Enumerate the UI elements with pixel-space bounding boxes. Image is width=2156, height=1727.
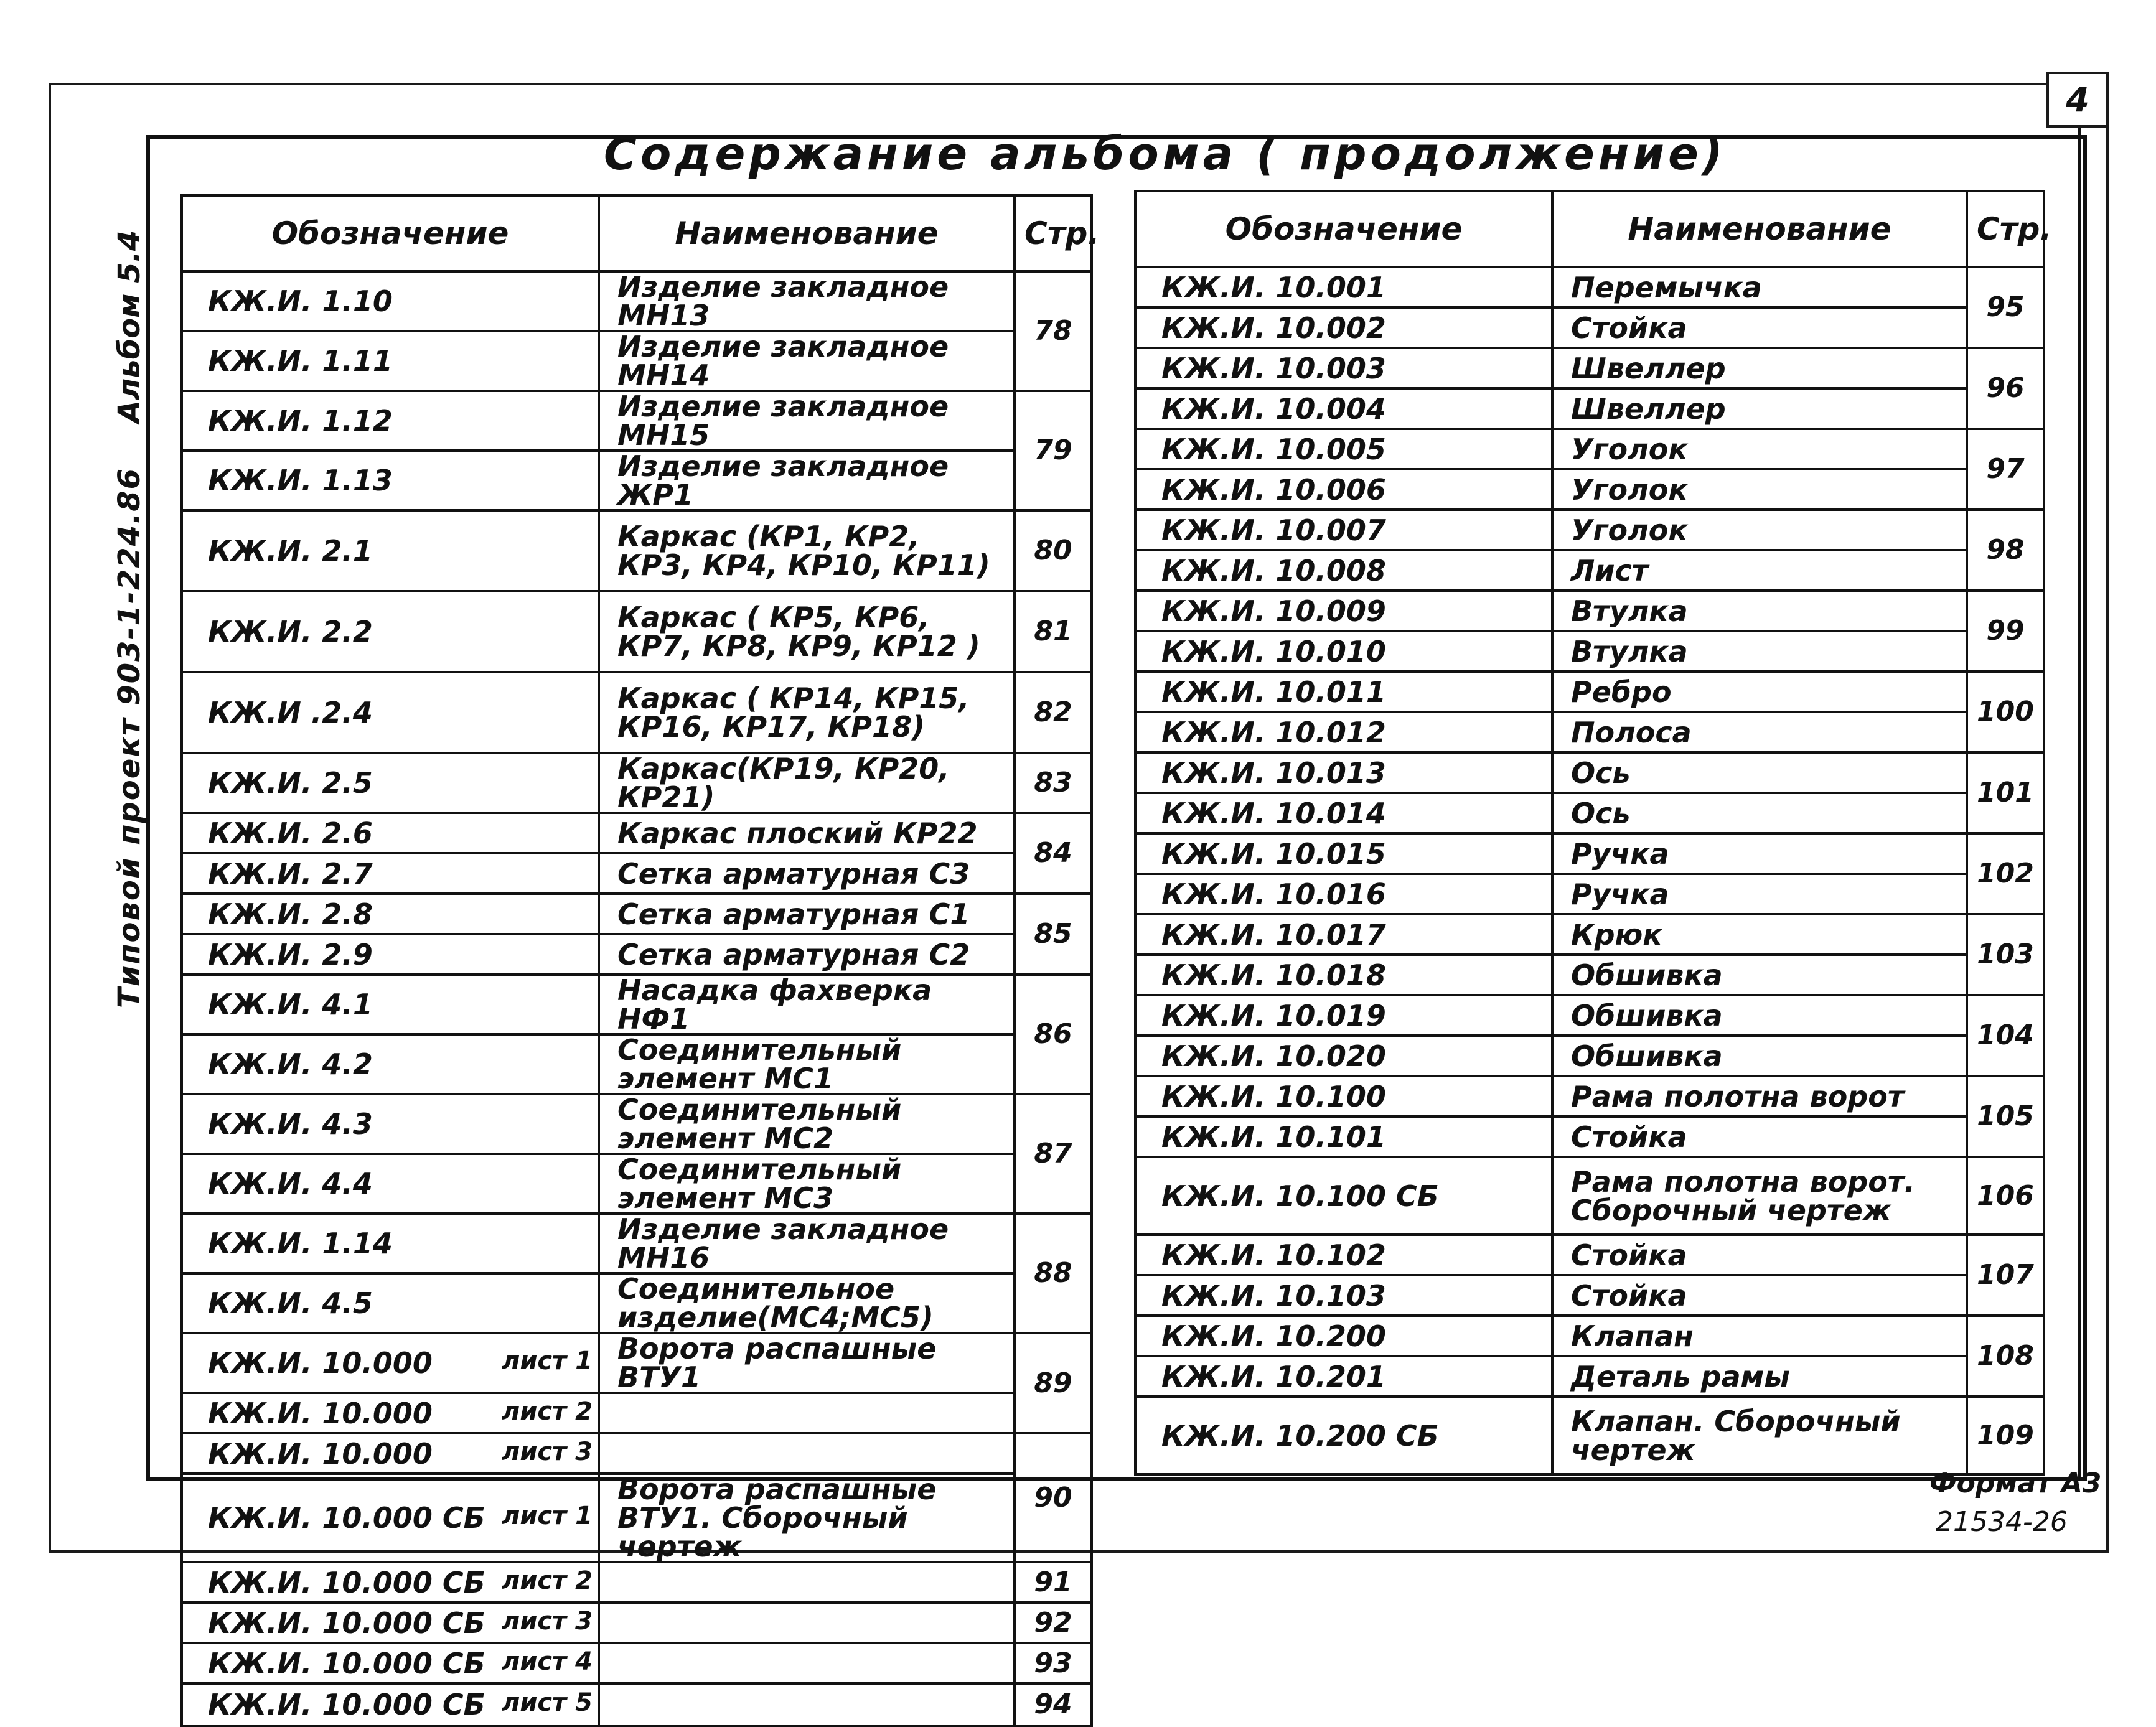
cell-designation (182, 672, 599, 753)
designation-text: КЖ.И. 2.1 (208, 534, 373, 568)
cell-name: Втулка (1552, 591, 1967, 631)
sheet-number: лист 3 (502, 1437, 593, 1466)
designation-text: КЖ.И. 2.7 (208, 856, 373, 891)
cell-designation (1135, 712, 1552, 752)
table-row (1135, 1076, 2044, 1116)
table-row (182, 1094, 1092, 1154)
column-header-code: Обозначение (1135, 191, 1552, 267)
cell-designation (1135, 874, 1552, 914)
cell-page: 96 (1967, 348, 2044, 429)
cell-name: Соединительное изделие(МС4;МС5) (599, 1273, 1015, 1333)
cell-name: Швеллер (1552, 388, 1967, 429)
cell-name: Стойка (1552, 1275, 1967, 1316)
table-row (182, 853, 1092, 894)
table-row (1135, 591, 2044, 631)
column-header-name: Наименование (1552, 191, 1967, 267)
archive-number: 21534-26 (1936, 1506, 2068, 1538)
cell-name: Стойка (1552, 307, 1967, 348)
cell-name (599, 1393, 1015, 1433)
cell-page: 109 (1967, 1397, 2044, 1474)
table-row (182, 672, 1092, 753)
cell-page: 92 (1015, 1603, 1092, 1643)
table-row (182, 1474, 1092, 1562)
table-row (1135, 267, 2044, 307)
contents-table-right (1134, 190, 2052, 1476)
table-row (1135, 1157, 2044, 1235)
cell-designation (1135, 1116, 1552, 1157)
table-row (1135, 874, 2044, 914)
cell-page: 98 (1967, 510, 2044, 591)
designation-text: КЖ.И. 10.011 (1161, 675, 1386, 709)
cell-page: 78 (1015, 271, 1092, 391)
designation-text: КЖ.И. 10.017 (1161, 917, 1386, 952)
cell-designation (1135, 348, 1552, 388)
cell-name (599, 1433, 1015, 1474)
table-row (1135, 469, 2044, 510)
cell-designation (182, 813, 599, 853)
table-row (182, 451, 1092, 510)
cell-name: Изделие закладное МН16 (599, 1214, 1015, 1273)
column-header-page: Стр. (1967, 191, 2044, 267)
table-row (182, 1154, 1092, 1214)
table-row (182, 813, 1092, 853)
table-row (182, 975, 1092, 1034)
designation-text: КЖ.И. 10.003 (1161, 351, 1386, 385)
cell-designation (182, 1273, 599, 1333)
cell-page: 83 (1015, 753, 1092, 813)
cell-designation (182, 1333, 599, 1393)
cell-page: 80 (1015, 510, 1092, 591)
cell-name: Каркас (КР1, КР2, КР3, КР4, КР10, КР11) (599, 510, 1015, 591)
cell-designation (1135, 672, 1552, 712)
cell-name: Втулка (1552, 631, 1967, 672)
cell-page: 84 (1015, 813, 1092, 894)
cell-name (599, 1643, 1015, 1683)
cell-name: Ручка (1552, 833, 1967, 874)
cell-name: Обшивка (1552, 995, 1967, 1036)
table-row (182, 1433, 1092, 1474)
designation-text: КЖ.И. 10.101 (1161, 1120, 1386, 1154)
cell-designation (1135, 1275, 1552, 1316)
cell-name: Обшивка (1552, 955, 1967, 995)
cell-designation (1135, 955, 1552, 995)
cell-designation (182, 1433, 599, 1474)
cell-page: 101 (1967, 752, 2044, 833)
cell-name: Ворота распашные ВТУ1 (599, 1333, 1015, 1393)
cell-name: Рама полотна ворот (1552, 1076, 1967, 1116)
cell-name (599, 1603, 1015, 1643)
cell-designation (1135, 752, 1552, 793)
sheet-number: лист 1 (502, 1347, 593, 1375)
table-row (182, 1562, 1092, 1603)
cell-page: 91 (1015, 1562, 1092, 1603)
designation-text: КЖ.И. 10.015 (1161, 836, 1386, 871)
cell-page: 81 (1015, 591, 1092, 672)
cell-name: Перемычка (1552, 267, 1967, 307)
sheet-number: лист 5 (502, 1688, 593, 1717)
cell-name: Ось (1552, 752, 1967, 793)
designation-text: КЖ.И. 4.2 (208, 1047, 373, 1081)
designation-text: КЖ.И. 10.102 (1161, 1238, 1386, 1272)
designation-text: КЖ.И. 4.4 (208, 1167, 373, 1200)
cell-designation (1135, 429, 1552, 469)
designation-text: КЖ.И. 10.000 СБ (208, 1688, 485, 1721)
table-row (182, 331, 1092, 391)
cell-name: Стойка (1552, 1116, 1967, 1157)
designation-text: КЖ.И. 10.200 (1161, 1319, 1386, 1353)
cell-page: 87 (1015, 1094, 1092, 1214)
cell-designation (182, 1683, 599, 1726)
designation-text: КЖ.И. 10.000 СБ (208, 1646, 485, 1680)
cell-designation (1135, 1076, 1552, 1116)
cell-name: Изделие закладное МН15 (599, 391, 1015, 451)
page-title: Содержание альбома ( продолжение) (604, 128, 1727, 180)
cell-page: 106 (1967, 1157, 2044, 1235)
table-row (1135, 793, 2044, 833)
cell-name: Сетка арматурная С3 (599, 853, 1015, 894)
cell-designation (182, 451, 599, 510)
cell-page: 82 (1015, 672, 1092, 753)
cell-designation (182, 1603, 599, 1643)
table-row (182, 1273, 1092, 1333)
designation-text: КЖ.И. 10.012 (1161, 715, 1386, 749)
designation-text: КЖ.И. 10.016 (1161, 877, 1386, 911)
table-row (1135, 833, 2044, 874)
cell-designation (1135, 793, 1552, 833)
cell-name: Уголок (1552, 510, 1967, 550)
table-body-left (182, 271, 1092, 1726)
cell-name: Каркас ( КР5, КР6, КР7, КР8, КР9, КР12 ) (599, 591, 1015, 672)
designation-text: КЖ.И. 2.2 (208, 615, 373, 648)
column-header-code: Обозначение (182, 195, 599, 271)
cell-designation (1135, 1316, 1552, 1356)
cell-name (599, 1683, 1015, 1726)
cell-page: 86 (1015, 975, 1092, 1094)
cell-designation (1135, 510, 1552, 550)
cell-name: Соединительный элемент МС3 (599, 1154, 1015, 1214)
table-row (1135, 955, 2044, 995)
cell-designation (1135, 1235, 1552, 1275)
contents-table-left (180, 194, 1100, 1727)
cell-designation (182, 510, 599, 591)
designation-text: КЖ.И. 2.6 (208, 816, 373, 850)
table-row (1135, 995, 2044, 1036)
designation-text: КЖ.И. 2.5 (208, 766, 373, 800)
cell-designation (182, 1393, 599, 1433)
designation-text: КЖ.И. 10.200 СБ (1161, 1418, 1439, 1453)
designation-text: КЖ.И. 10.013 (1161, 756, 1386, 790)
table-row (182, 591, 1092, 672)
cell-designation (182, 391, 599, 451)
cell-designation (182, 1034, 599, 1094)
designation-text: КЖ.И. 10.000 СБ (208, 1565, 485, 1599)
table-row (182, 391, 1092, 451)
table-row (182, 894, 1092, 934)
cell-designation (182, 1094, 599, 1154)
designation-text: КЖ.И. 1.10 (208, 284, 393, 318)
cell-designation (1135, 591, 1552, 631)
table-row (1135, 307, 2044, 348)
designation-text: КЖ.И. 10.019 (1161, 998, 1386, 1032)
cell-name: Швеллер (1552, 348, 1967, 388)
cell-designation (182, 753, 599, 813)
designation-text: КЖ.И. 10.103 (1161, 1278, 1386, 1313)
cell-page: 100 (1967, 672, 2044, 752)
designation-text: КЖ.И. 10.004 (1161, 391, 1386, 426)
table-row (1135, 550, 2044, 591)
designation-text: КЖ.И. 1.14 (208, 1227, 393, 1260)
designation-text: КЖ.И. 10.006 (1161, 472, 1386, 507)
cell-designation (182, 894, 599, 934)
table-row (182, 934, 1092, 975)
cell-designation (1135, 388, 1552, 429)
cell-page: 95 (1967, 267, 2044, 348)
cell-designation (1135, 1356, 1552, 1397)
designation-text: КЖ.И. 10.000 (208, 1396, 433, 1430)
designation-text: КЖ.И. 1.13 (208, 464, 393, 497)
cell-designation (1135, 267, 1552, 307)
table-row (1135, 712, 2044, 752)
cell-designation (182, 1643, 599, 1683)
table-row (1135, 1316, 2044, 1356)
sheet-number: лист 2 (502, 1397, 593, 1426)
table-body-right (1135, 267, 2044, 1474)
cell-page: 107 (1967, 1235, 2044, 1316)
cell-name: Соединительный элемент МС1 (599, 1034, 1015, 1094)
cell-designation (182, 934, 599, 975)
project-label: Типовой проект 903-1-224.86 (112, 467, 147, 1008)
table-row (182, 753, 1092, 813)
cell-designation (1135, 550, 1552, 591)
cell-page: 99 (1967, 591, 2044, 672)
cell-name: Деталь рамы (1552, 1356, 1967, 1397)
cell-page: 93 (1015, 1643, 1092, 1683)
table-header-row (1135, 191, 2044, 267)
table-row (182, 510, 1092, 591)
cell-name: Ворота распашные ВТУ1. Сборочный чертеж (599, 1474, 1015, 1562)
table-row (182, 271, 1092, 331)
cell-designation (1135, 307, 1552, 348)
cell-designation (1135, 1157, 1552, 1235)
cell-name: Каркас(КР19, КР20, КР21) (599, 753, 1015, 813)
table-row (1135, 1397, 2044, 1474)
table-row (182, 1034, 1092, 1094)
format-label: Формат А3 (1929, 1467, 2102, 1499)
cell-name: Стойка (1552, 1235, 1967, 1275)
cell-page: 88 (1015, 1214, 1092, 1333)
table-row (1135, 1036, 2044, 1076)
cell-designation (1135, 995, 1552, 1036)
page-number: 4 (2046, 72, 2109, 128)
cell-designation (182, 853, 599, 894)
cell-designation (182, 975, 599, 1034)
cell-designation (182, 1474, 599, 1562)
table-row (182, 1603, 1092, 1643)
cell-designation (1135, 631, 1552, 672)
cell-page: 85 (1015, 894, 1092, 975)
cell-page: 105 (1967, 1076, 2044, 1157)
cell-name: Насадка фахверка НФ1 (599, 975, 1015, 1034)
designation-text: КЖ.И. 10.008 (1161, 553, 1386, 587)
cell-name: Ручка (1552, 874, 1967, 914)
cell-name: Уголок (1552, 429, 1967, 469)
designation-text: КЖ.И. 10.201 (1161, 1359, 1386, 1393)
cell-designation (1135, 833, 1552, 874)
designation-text: КЖ.И. 2.9 (208, 937, 373, 971)
cell-page: 90 (1015, 1433, 1092, 1562)
column-header-name: Наименование (599, 195, 1015, 271)
cell-name: Сетка арматурная С1 (599, 894, 1015, 934)
table-row (1135, 1275, 2044, 1316)
cell-name: Рама полотна ворот. Сборочный чертеж (1552, 1157, 1967, 1235)
cell-name: Обшивка (1552, 1036, 1967, 1076)
table-row (182, 1333, 1092, 1393)
cell-name: Каркас плоский КР22 (599, 813, 1015, 853)
designation-text: КЖ.И. 10.000 (208, 1346, 433, 1380)
cell-designation (182, 1154, 599, 1214)
designation-text: КЖ.И. 4.1 (208, 988, 373, 1021)
table-row (1135, 348, 2044, 388)
table-row (1135, 429, 2044, 469)
table-row (182, 1683, 1092, 1726)
sheet-number: лист 1 (502, 1502, 593, 1530)
sheet-number: лист 3 (502, 1606, 593, 1636)
designation-text: КЖ.И. 2.8 (208, 897, 373, 931)
cell-name: Сетка арматурная С2 (599, 934, 1015, 975)
cell-name: Ребро (1552, 672, 1967, 712)
table-row (1135, 914, 2044, 955)
cell-designation (1135, 1036, 1552, 1076)
designation-text: КЖ.И. 10.000 СБ (208, 1501, 485, 1535)
designation-text: КЖ.И. 10.002 (1161, 311, 1386, 345)
frame-right-rule (2078, 128, 2081, 1478)
cell-page: 102 (1967, 833, 2044, 914)
cell-designation (182, 271, 599, 331)
cell-name: Лист (1552, 550, 1967, 591)
cell-name (599, 1562, 1015, 1603)
designation-text: КЖ.И. 10.100 СБ (1161, 1179, 1439, 1213)
sheet-number: лист 4 (502, 1647, 593, 1676)
designation-text: КЖ.И. 10.014 (1161, 796, 1386, 830)
designation-text: КЖ.И. 10.001 (1161, 270, 1386, 304)
designation-text: КЖ.И. 10.007 (1161, 513, 1386, 547)
cell-name: Соединительный элемент МС2 (599, 1094, 1015, 1154)
designation-text: КЖ.И. 10.000 СБ (208, 1606, 485, 1640)
cell-designation (182, 1214, 599, 1273)
cell-name: Клапан. Сборочный чертеж (1552, 1397, 1967, 1474)
cell-designation (1135, 914, 1552, 955)
designation-text: КЖ.И. 4.3 (208, 1107, 373, 1141)
table-row (1135, 631, 2044, 672)
cell-page: 89 (1015, 1333, 1092, 1433)
cell-name: Ось (1552, 793, 1967, 833)
cell-name: Клапан (1552, 1316, 1967, 1356)
designation-text: КЖ.И. 1.12 (208, 404, 393, 438)
cell-page: 103 (1967, 914, 2044, 995)
designation-text: КЖ.И. 10.020 (1161, 1039, 1386, 1073)
cell-name: Изделие закладное МН13 (599, 271, 1015, 331)
table-row (182, 1393, 1092, 1433)
column-header-page: Стр. (1015, 195, 1092, 271)
cell-designation (1135, 1397, 1552, 1474)
table-header-row (182, 195, 1092, 271)
designation-text: КЖ.И. 10.000 (208, 1436, 433, 1471)
cell-page: 104 (1967, 995, 2044, 1076)
cell-page: 79 (1015, 391, 1092, 510)
cell-name: Изделие закладное ЖР1 (599, 451, 1015, 510)
table-row (182, 1214, 1092, 1273)
cell-name: Уголок (1552, 469, 1967, 510)
table-row (182, 1643, 1092, 1683)
cell-page: 97 (1967, 429, 2044, 510)
designation-text: КЖ.И. 10.100 (1161, 1079, 1386, 1113)
designation-text: КЖ.И. 1.11 (208, 344, 393, 378)
album-label: Альбом 5.4 (112, 230, 147, 423)
cell-name: Полоса (1552, 712, 1967, 752)
cell-designation (182, 331, 599, 391)
table-row (1135, 1116, 2044, 1157)
designation-text: КЖ.И. 10.010 (1161, 634, 1386, 668)
cell-designation (182, 591, 599, 672)
table-row (1135, 752, 2044, 793)
cell-designation (182, 1562, 599, 1603)
cell-name: Крюк (1552, 914, 1967, 955)
table-row (1135, 1235, 2044, 1275)
cell-name: Изделие закладное МН14 (599, 331, 1015, 391)
designation-text: КЖ.И. 4.5 (208, 1286, 373, 1320)
table-row (1135, 672, 2044, 712)
designation-text: КЖ.И. 10.005 (1161, 432, 1386, 466)
cell-designation (1135, 469, 1552, 510)
table-row (1135, 1356, 2044, 1397)
sheet-number: лист 2 (502, 1566, 593, 1595)
designation-text: КЖ.И .2.4 (208, 696, 373, 729)
cell-page: 94 (1015, 1683, 1092, 1726)
cell-name: Каркас ( КР14, КР15, КР16, КР17, КР18) (599, 672, 1015, 753)
table-row (1135, 388, 2044, 429)
cell-page: 108 (1967, 1316, 2044, 1397)
table-row (1135, 510, 2044, 550)
designation-text: КЖ.И. 10.009 (1161, 594, 1386, 628)
designation-text: КЖ.И. 10.018 (1161, 958, 1386, 992)
